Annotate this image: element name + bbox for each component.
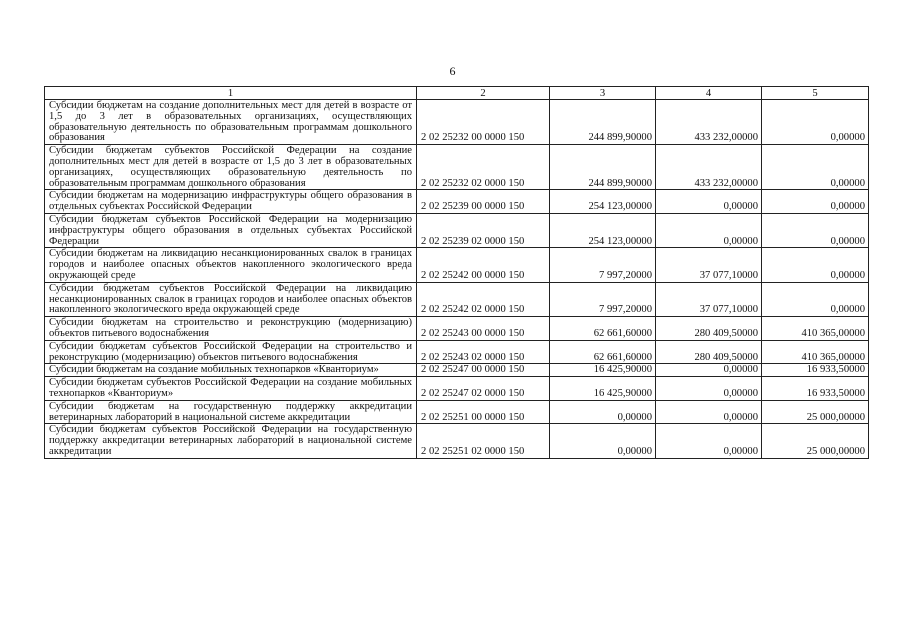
row-value-3: 16 425,90000 (550, 377, 656, 401)
row-code: 2 02 25243 02 0000 150 (417, 340, 550, 364)
row-value-4: 433 232,00000 (656, 100, 762, 145)
table-row (45, 340, 869, 364)
row-description: Субсидии бюджетам субъектов Российской Федерации на строительство и реконструкцию (модернизацию) объектов питьевого водоснабжения (45, 340, 417, 364)
row-code: 2 02 25232 02 0000 150 (417, 145, 550, 190)
row-value-4: 0,00000 (656, 400, 762, 424)
row-code: 2 02 25242 02 0000 150 (417, 282, 550, 316)
row-value-3: 7 997,20000 (550, 248, 656, 282)
row-value-4: 280 409,50000 (656, 317, 762, 341)
table-row (45, 100, 869, 145)
column-header-4: 4 (656, 87, 762, 100)
table-row (45, 190, 869, 214)
row-value-5: 16 933,50000 (762, 364, 869, 377)
row-value-4: 0,00000 (656, 377, 762, 401)
row-description: Субсидии бюджетам на ликвидацию несанкционированных свалок в границах городов и наиболее опасных объектов накопленного экологического вреда окружающей среде (45, 248, 417, 282)
table-row (45, 424, 869, 458)
row-description: Субсидии бюджетам субъектов Российской Федерации на модернизацию инфраструктуры общего образования в отдельных субъектах Российской Федерации (45, 213, 417, 247)
row-value-3: 244 899,90000 (550, 100, 656, 145)
table-row (45, 364, 869, 377)
row-code: 2 02 25243 00 0000 150 (417, 317, 550, 341)
row-code: 2 02 25239 02 0000 150 (417, 213, 550, 247)
row-value-5: 0,00000 (762, 190, 869, 214)
row-value-5: 0,00000 (762, 213, 869, 247)
table-row (45, 213, 869, 247)
row-value-4: 0,00000 (656, 213, 762, 247)
row-value-3: 62 661,60000 (550, 317, 656, 341)
row-code: 2 02 25232 00 0000 150 (417, 100, 550, 145)
row-value-5: 410 365,00000 (762, 340, 869, 364)
header-row (45, 87, 869, 100)
row-value-3: 0,00000 (550, 400, 656, 424)
page-number: 6 (449, 64, 456, 78)
row-code: 2 02 25239 00 0000 150 (417, 190, 550, 214)
table-row (45, 377, 869, 401)
row-description: Субсидии бюджетам на строительство и реконструкцию (модернизацию) объектов питьевого водоснабжения (45, 317, 417, 341)
table-row (45, 248, 869, 282)
row-value-4: 0,00000 (656, 190, 762, 214)
row-value-5: 0,00000 (762, 100, 869, 145)
row-value-3: 0,00000 (550, 424, 656, 458)
row-value-3: 16 425,90000 (550, 364, 656, 377)
row-code: 2 02 25251 00 0000 150 (417, 400, 550, 424)
row-description: Субсидии бюджетам субъектов Российской Федерации на ликвидацию несанкционированных свалок в границах городов и наиболее опасных объектов накопленного экологического вреда окружающей среде (45, 282, 417, 316)
row-value-5: 0,00000 (762, 145, 869, 190)
row-value-4: 433 232,00000 (656, 145, 762, 190)
row-description: Субсидии бюджетам на создание дополнительных мест для детей в возрасте от 1,5 до 3 лет в образовательных организациях, осуществляющих образовательную деятельность по образовательным программам дошкольного образования (45, 100, 417, 145)
row-value-5: 25 000,00000 (762, 424, 869, 458)
budget-table (44, 86, 869, 459)
row-value-4: 0,00000 (656, 364, 762, 377)
row-value-3: 254 123,00000 (550, 213, 656, 247)
column-header-2: 2 (417, 87, 550, 100)
row-description: Субсидии бюджетам на государственную поддержку аккредитации ветеринарных лабораторий в национальной системе аккредитации (45, 400, 417, 424)
row-description: Субсидии бюджетам на модернизацию инфраструктуры общего образования в отдельных субъектах Российской Федерации (45, 190, 417, 214)
row-value-4: 0,00000 (656, 424, 762, 458)
row-code: 2 02 25251 02 0000 150 (417, 424, 550, 458)
column-header-1: 1 (45, 87, 417, 100)
row-description: Субсидии бюджетам субъектов Российской Федерации на государственную поддержку аккредитации ветеринарных лабораторий в национальной системе аккредитации (45, 424, 417, 458)
table-row (45, 400, 869, 424)
row-code: 2 02 25247 02 0000 150 (417, 377, 550, 401)
column-header-5: 5 (762, 87, 869, 100)
row-value-5: 16 933,50000 (762, 377, 869, 401)
row-value-4: 280 409,50000 (656, 340, 762, 364)
row-value-4: 37 077,10000 (656, 248, 762, 282)
table-row (45, 145, 869, 190)
table-row (45, 282, 869, 316)
row-value-5: 0,00000 (762, 248, 869, 282)
row-description: Субсидии бюджетам субъектов Российской Федерации на создание мобильных технопарков «Кванториум» (45, 377, 417, 401)
row-code: 2 02 25247 00 0000 150 (417, 364, 550, 377)
row-code: 2 02 25242 00 0000 150 (417, 248, 550, 282)
row-value-5: 410 365,00000 (762, 317, 869, 341)
table-row (45, 317, 869, 341)
row-description: Субсидии бюджетам субъектов Российской Федерации на создание дополнительных мест для детей в возрасте от 1,5 до 3 лет в образовательных организациях, осуществляющих образовательную деятельность по образовательным программам дошкольного образования (45, 145, 417, 190)
column-header-3: 3 (550, 87, 656, 100)
row-value-5: 0,00000 (762, 282, 869, 316)
row-value-3: 254 123,00000 (550, 190, 656, 214)
row-value-5: 25 000,00000 (762, 400, 869, 424)
row-value-3: 244 899,90000 (550, 145, 656, 190)
row-value-4: 37 077,10000 (656, 282, 762, 316)
row-value-3: 7 997,20000 (550, 282, 656, 316)
row-value-3: 62 661,60000 (550, 340, 656, 364)
row-description: Субсидии бюджетам на создание мобильных технопарков «Кванториум» (45, 364, 417, 377)
